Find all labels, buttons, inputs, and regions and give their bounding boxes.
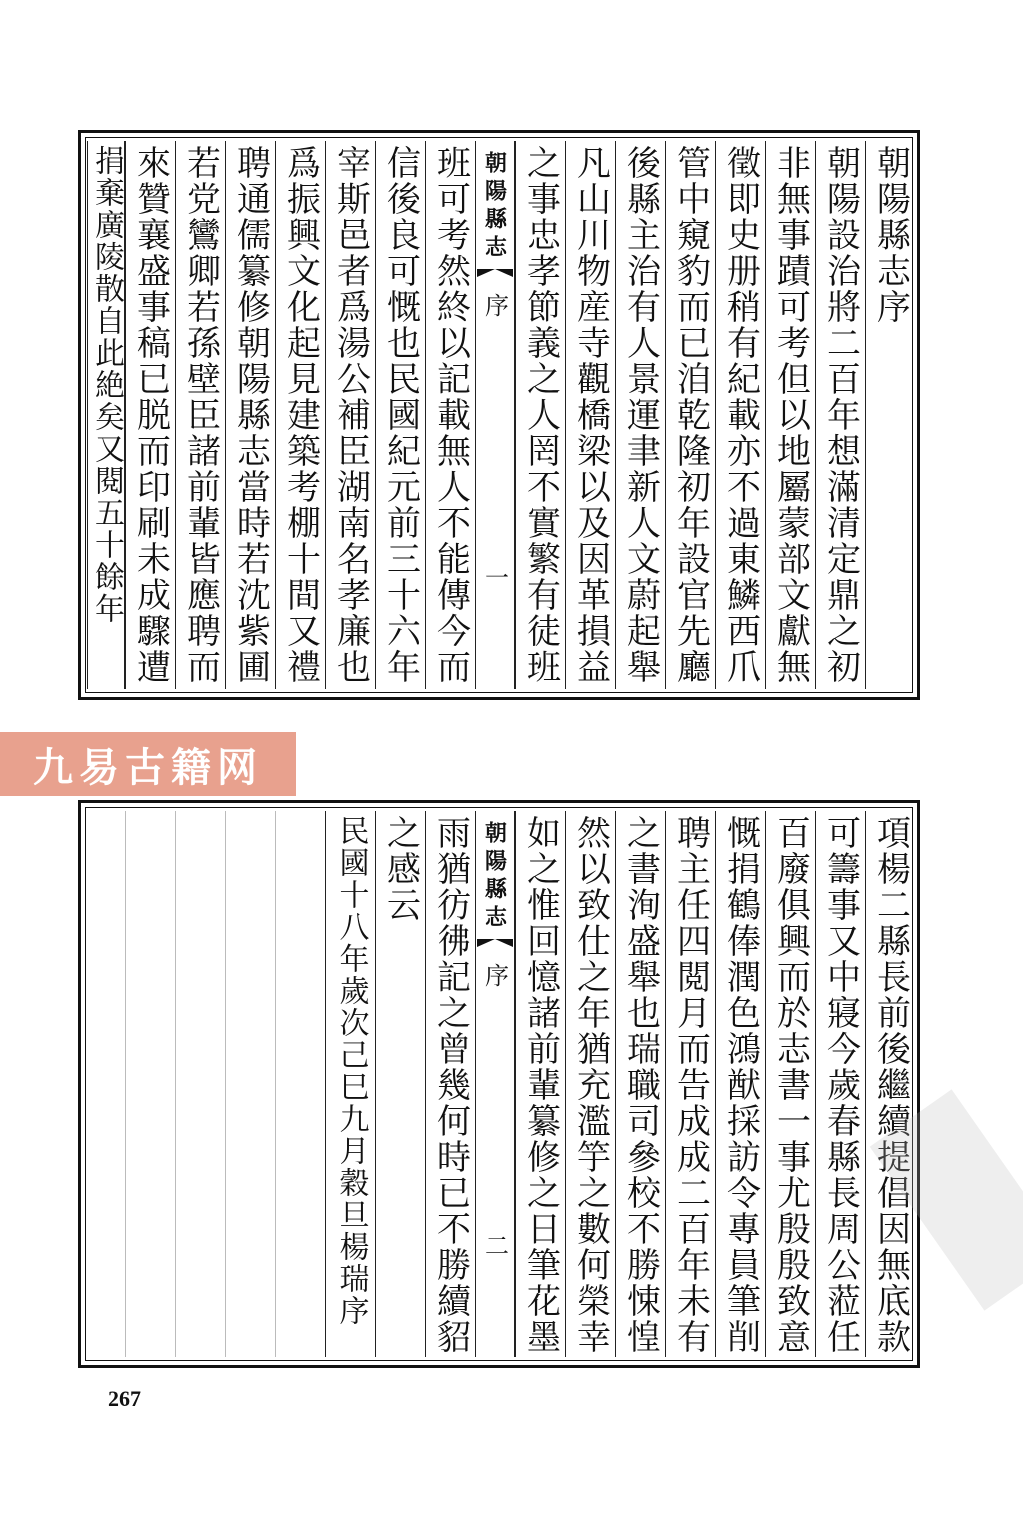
column-text: 聘主任四閲月而告成成二百年未有: [670, 815, 711, 1355]
text-column: [515, 141, 565, 689]
text-column: [325, 141, 375, 689]
column-text: 來贊襄盛事稿已脱而印刷未成驟遭: [130, 145, 171, 685]
empty-column: [175, 811, 176, 1357]
text-column: [815, 811, 865, 1357]
text-column: [125, 141, 175, 689]
column-text: 朝陽縣志序: [870, 145, 911, 325]
column-text: 之感云: [380, 815, 421, 923]
text-column: [615, 811, 665, 1357]
text-column: [815, 141, 865, 689]
column-text: 民國十八年歲次己巳九月穀旦楊瑞序: [333, 815, 369, 1327]
text-column: [225, 141, 275, 689]
text-column: [425, 141, 475, 689]
center-page-number: 一: [480, 565, 509, 589]
column-text: 項楊二縣長前後繼續提倡因無底款: [870, 815, 911, 1355]
text-column: [87, 141, 125, 689]
page-number: 267: [108, 1386, 141, 1411]
empty-column: [275, 811, 276, 1357]
column-text: 之事忠孝節義之人罔不實繁有徒班: [520, 145, 561, 685]
empty-column: [225, 811, 226, 1357]
center-title: 朝陽縣志: [481, 151, 508, 263]
column-text: 宰斯邑者爲湯公補臣湖南名孝廉也: [330, 145, 371, 685]
text-column: [175, 141, 225, 689]
center-fold-column: [475, 141, 515, 689]
text-column: [565, 141, 615, 689]
column-text: 若党鸞卿若孫壁臣諸前輩皆應聘而: [180, 145, 221, 685]
column-text: 如之惟回憶諸前輩纂修之日筆花墨: [520, 815, 561, 1355]
page-1-block: [78, 130, 920, 700]
text-column: [425, 811, 475, 1357]
column-text: 雨猶彷彿記之曾幾何時已不勝續貂: [430, 815, 471, 1355]
column-text: 然以致仕之年猶充濫竽之數何榮幸: [570, 815, 611, 1355]
text-column: [765, 141, 815, 689]
text-column: [375, 811, 425, 1357]
column-text: 朝陽設治將二百年想滿清定鼎之初: [820, 145, 861, 685]
column-text: 凡山川物産寺觀橋梁以及因革損益: [570, 145, 611, 685]
text-column: [515, 811, 565, 1357]
text-column: [565, 811, 615, 1357]
column-text: 聘通儒纂修朝陽縣志當時若沈紫圃: [230, 145, 271, 685]
center-section: 序: [480, 963, 509, 987]
center-section: 序: [480, 293, 509, 317]
center-title: 朝陽縣志: [481, 821, 508, 933]
column-text: 非無事蹟可考但以地屬蒙部文獻無: [770, 145, 811, 685]
fish-tail-mark-icon: [477, 269, 513, 285]
watermark-text: 九易古籍网: [33, 743, 263, 791]
column-text: 後縣主治有人景運聿新人文蔚起舉: [620, 145, 661, 685]
text-column: [665, 141, 715, 689]
column-text: 百廢俱興而於志書一事尤殷殷致意: [770, 815, 811, 1355]
text-column: [275, 141, 325, 689]
text-column: [715, 141, 765, 689]
column-text: 班可考然終以記載無人不能傳今而: [430, 145, 471, 685]
text-column: [765, 811, 815, 1357]
empty-column: [125, 811, 126, 1357]
text-column: [375, 141, 425, 689]
column-text: 之書洵盛舉也瑞職司參校不勝悚惶: [620, 815, 661, 1355]
column-text: 慨捐鶴俸潤色鴻猷採訪令專員筆削: [720, 815, 761, 1355]
text-column: [615, 141, 665, 689]
column-text: 管中窺豹而已洎乾隆初年設官先廳: [670, 145, 711, 685]
text-column: [865, 141, 915, 689]
column-text: 信後良可慨也民國紀元前三十六年: [380, 145, 421, 685]
column-text: 爲振興文化起見建築考棚十間又禮: [280, 145, 321, 685]
watermark-banner: [0, 732, 296, 796]
text-column: [865, 811, 915, 1357]
column-text: 徵即史册稍有紀載亦不過東鱗西爪: [720, 145, 761, 685]
fish-tail-mark-icon: [477, 939, 513, 955]
column-text: 可籌事又中寢今歲春縣長周公蒞任: [820, 815, 861, 1355]
text-column: [715, 811, 765, 1357]
center-fold-column: [475, 811, 515, 1357]
center-page-number: 二: [480, 1233, 509, 1257]
text-column: [325, 811, 375, 1357]
column-text: 捐棄廣陵散自此絶矣又閱五十餘年: [89, 145, 124, 625]
text-column: [665, 811, 715, 1357]
page-2-block: [78, 800, 920, 1368]
